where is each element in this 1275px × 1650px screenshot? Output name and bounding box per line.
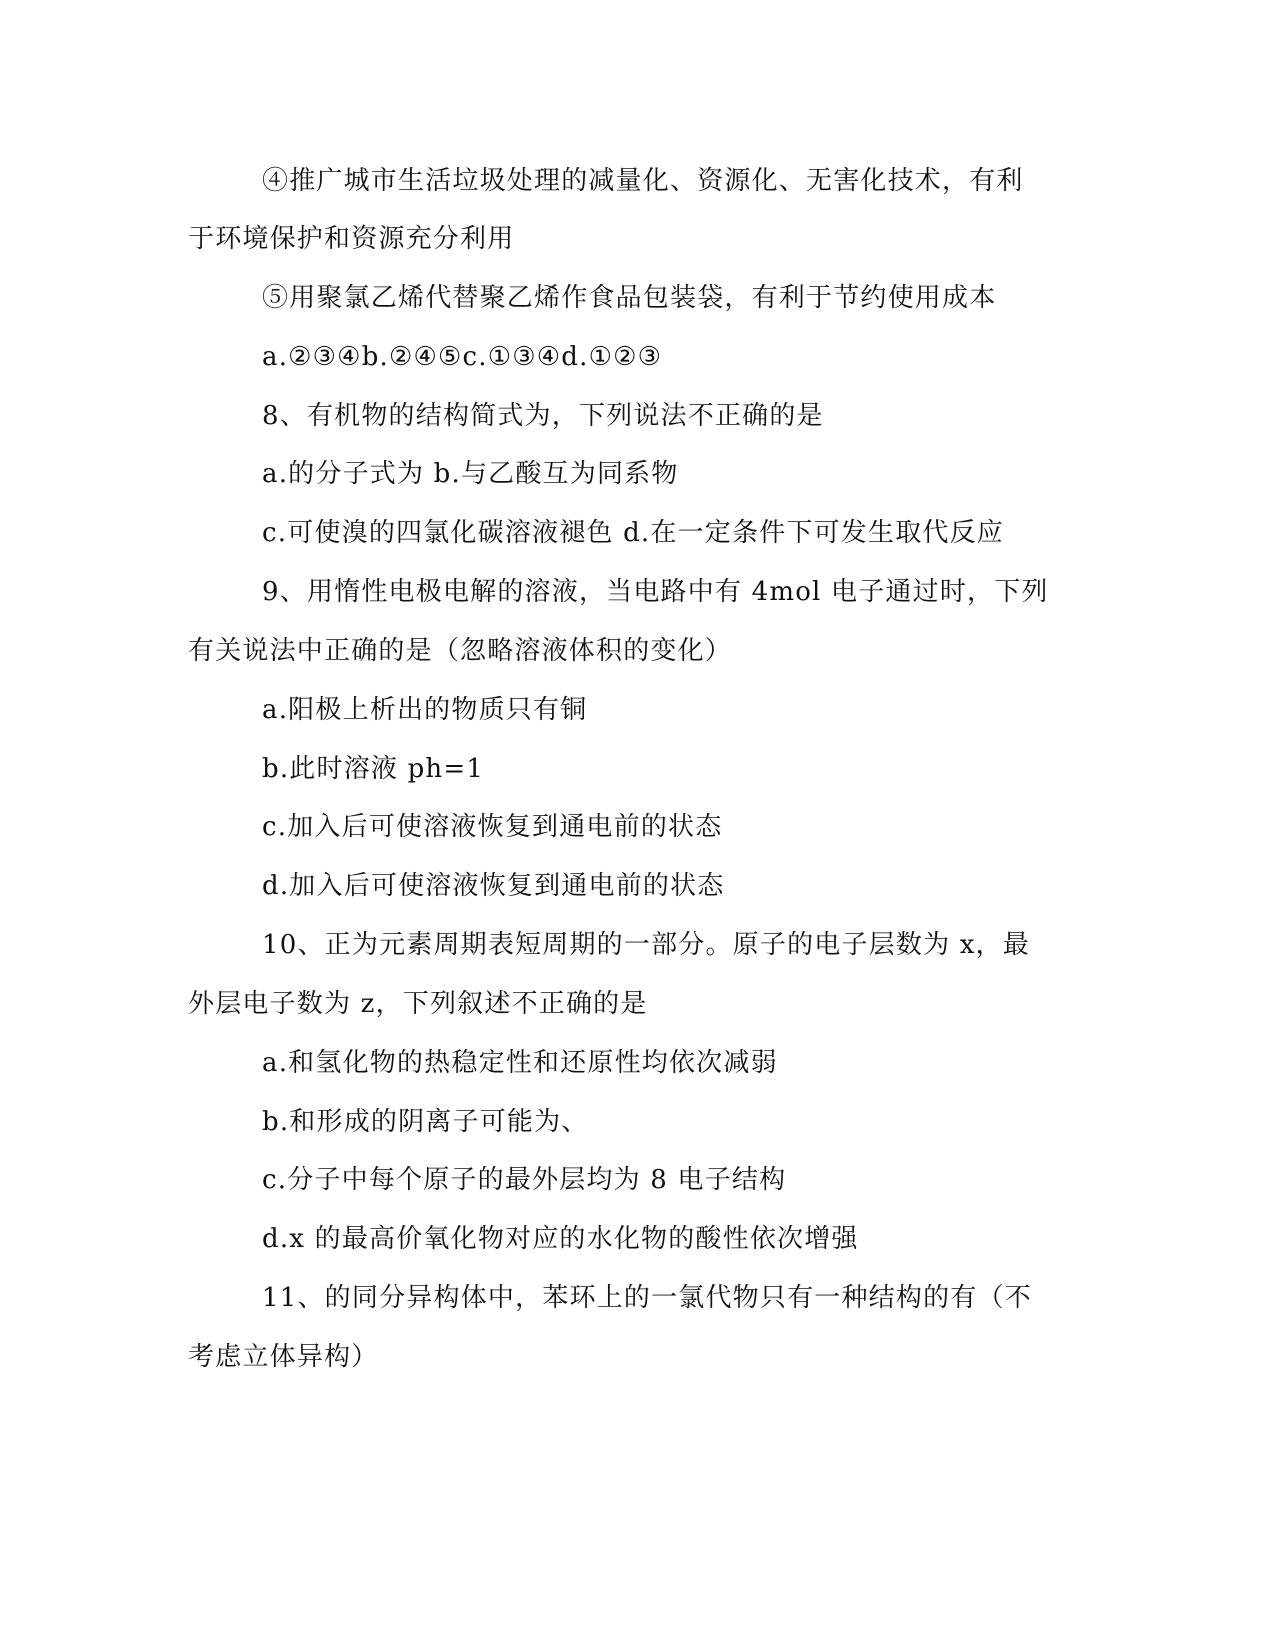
question-10: 10、正为元素周期表短周期的一部分。原子的电子层数为 x，最 (262, 930, 1031, 960)
paragraph-line: ⑤用聚氯乙烯代替聚乙烯作食品包装袋，有利于节约使用成本 (262, 283, 997, 313)
answer-option: b.此时溶液 ph=1 (262, 754, 485, 784)
answer-option: a.和氢化物的热稳定性和还原性均依次减弱 (262, 1048, 778, 1078)
paragraph-line: ④推广城市生活垃圾处理的减量化、资源化、无害化技术，有利 (262, 166, 1024, 196)
answer-option: c.分子中每个原子的最外层均为 8 电子结构 (262, 1165, 787, 1195)
paragraph-line: 考虑立体异构） (188, 1342, 379, 1372)
answer-options: a.的分子式为 b.与乙酸互为同系物 (262, 459, 679, 489)
answer-option: a.阳极上析出的物质只有铜 (262, 695, 588, 725)
answer-option: d.加入后可使溶液恢复到通电前的状态 (262, 871, 725, 901)
answer-option: b.和形成的阴离子可能为、 (262, 1107, 589, 1137)
paragraph-line: 外层电子数为 z，下列叙述不正确的是 (188, 989, 648, 1019)
question-11: 11、的同分异构体中，苯环上的一氯代物只有一种结构的有（不 (262, 1283, 1032, 1313)
answer-option: d.x 的最高价氧化物对应的水化物的酸性依次增强 (262, 1224, 859, 1254)
answer-option: c.加入后可使溶液恢复到通电前的状态 (262, 812, 723, 842)
answer-options: a.②③④b.②④⑤c.①③④d.①②③ (262, 342, 663, 372)
question-9: 9、用惰性电极电解的溶液，当电路中有 4mol 电子通过时，下列 (262, 577, 1049, 607)
question-8: 8、有机物的结构简式为，下列说法不正确的是 (262, 401, 824, 431)
answer-options: c.可使溴的四氯化碳溶液褪色 d.在一定条件下可发生取代反应 (262, 518, 1004, 548)
paragraph-line: 于环境保护和资源充分利用 (188, 224, 515, 254)
paragraph-line: 有关说法中正确的是（忽略溶液体积的变化） (188, 636, 733, 666)
